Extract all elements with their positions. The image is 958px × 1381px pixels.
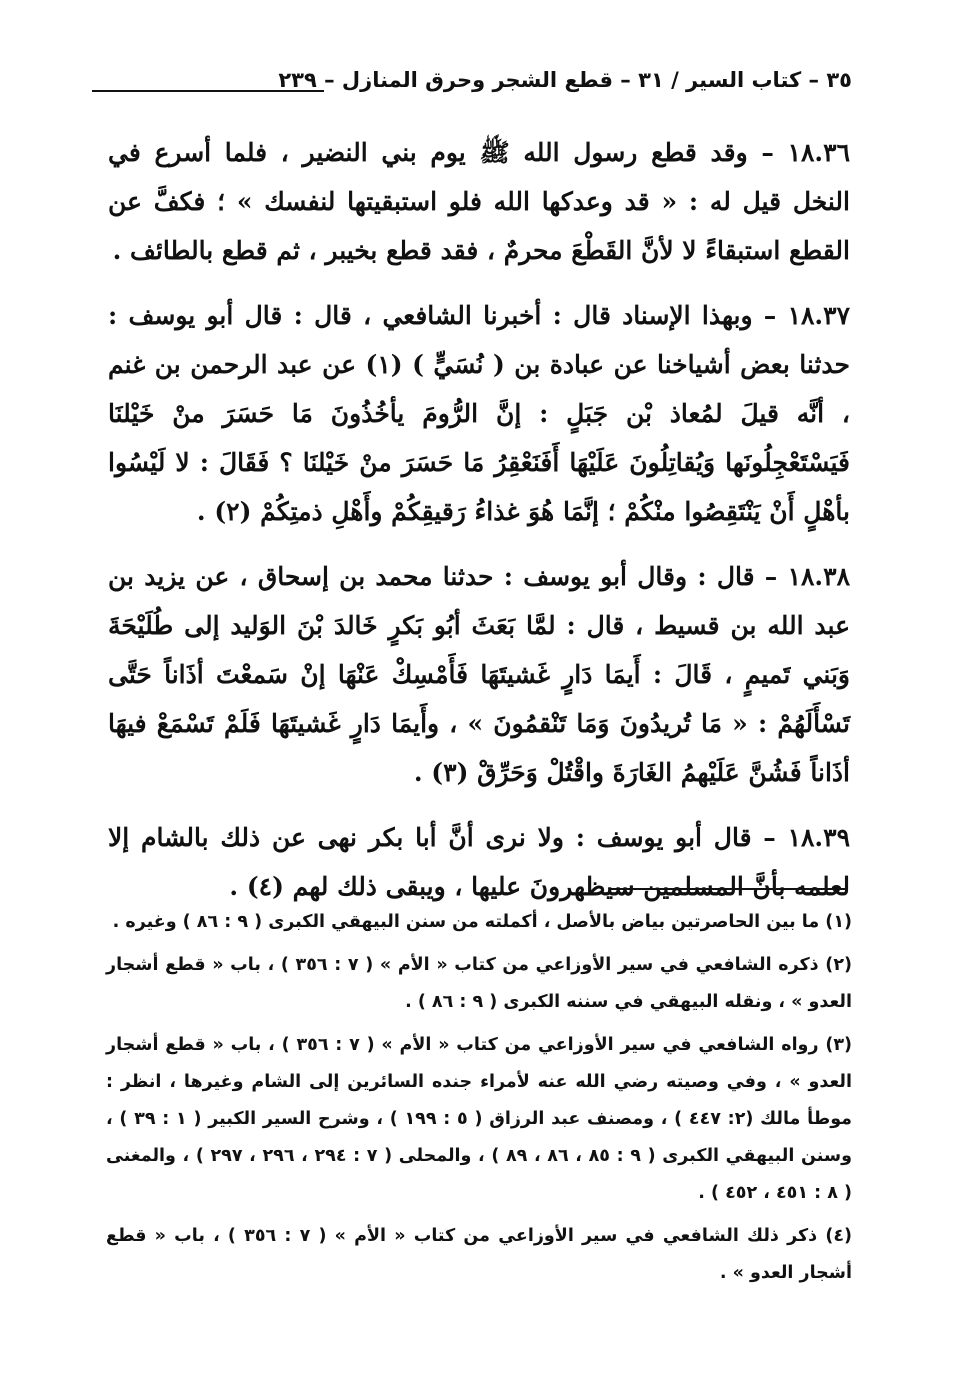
running-header (92, 68, 852, 108)
header-title: ٣٥ – كتاب السير / ٣١ – قطع الشجر وحرق المنازل – ٢٣٩ (278, 68, 852, 92)
paragraph-18-38 (108, 552, 850, 797)
paragraph-18-36 (108, 128, 850, 275)
footnote-1: (١) ما بين الحاصرتين بياض بالأصل ، أكملته من سنن البيهقي الكبرى ( ٩ : ٨٦ ) وغيره . (112, 912, 852, 932)
paragraph-text: – قال : وقال أبو يوسف : حدثنا محمد بن إسحاق ، عن يزيد بن عبد الله بن قسيط ، قال : لمَّا بَعَثَ أبُو بَكرٍ خَالدَ بْنَ الوَليد إلى طُلَيْحَةَ وَبَني تَميمٍ ، قَالَ : أَيمَا دَارٍ غَشيتَهَا فَأَمْسِكْ عَنْهَا إنْ سَمعْتَ أذَاناً حَتَّى تَسْأَلَهُمْ : « مَا تُريدُونَ وَمَا تَنْقمُونَ » ، وأَيمَا دَارٍ غَشيتَهَا فَلَمْ تَسْمَعْ فيهَا أذَاناً فَشُنَّ عَلَيْهمُ الغَارَةَ واقْتُلْ وَحَرِّقْ (٣) . (108, 562, 850, 787)
header-rule (92, 90, 324, 92)
main-text (108, 128, 850, 927)
footnote-4: (٤) ذكر ذلك الشافعي في سير الأوزاعي من كتاب « الأم » ( ٧ : ٣٥٦ ) ، باب « قطع أشجار العدو » . (106, 1226, 852, 1283)
footnote-3: (٣) رواه الشافعي في سير الأوزاعي من كتاب « الأم » ( ٧ : ٣٥٦ ) ، باب « قطع أشجار العدو » ، وفي وصيته رضي الله عنه لأمراء جنده السائرين إلى الشام وغيرها ، انظر : موطأ مالك (٢: ٤٤٧ ) ، ومصنف عبد الرزاق ( ٥ : ١٩٩ ) ، وشرح السير الكبير ( ١ : ٣٩ ) ، وسنن البيهقي الكبرى ( ٩ : ٨٥ ، ٨٦ ، ٨٩ ) ، والمحلى ( ٧ : ٢٩٤ ، ٢٩٦ ، ٢٩٧ ) ، والمغنى ( ٨ : ٤٥١ ، ٤٥٢ ) . (106, 1035, 853, 1203)
footnote-separator (610, 888, 848, 890)
footnote-2: (٢) ذكره الشافعي في سير الأوزاعي من كتاب « الأم » ( ٧ : ٣٥٦ ) ، باب « قطع أشجار العدو » ، ونقله البيهقي في سننه الكبرى ( ٩ : ٨٦ ) . (106, 955, 852, 1012)
paragraph-number: ١٨.٣٨ (787, 562, 850, 591)
paragraph-text: – قال أبو يوسف : ولا نرى أنَّ أبا بكر نهى عن ذلك بالشام إلا لعلمه بأنَّ المسلمين سيظهرونَ عليها ، ويبقى ذلك لهم (٤) . (108, 823, 850, 901)
footnotes (106, 904, 852, 1298)
paragraph-text: – وقد قطع رسول الله ﷺ يوم بني النضير ، فلما أسرع في النخل قيل له : « قد وعدكها الله فلو استبقيتها لنفسك » ؛ فكفَّ عن القطع استبقاءً لا لأنَّ القَطْعَ محرمٌ ، فقد قطع بخيبر ، ثم قطع بالطائف . (108, 138, 850, 265)
paragraph-18-39 (108, 813, 850, 911)
paragraph-number: ١٨.٣٧ (787, 301, 850, 330)
paragraph-18-37 (108, 291, 850, 536)
paragraph-text: – وبهذا الإسناد قال : أخبرنا الشافعي ، قال : قال أبو يوسف : حدثنا بعض أشياخنا عن عبادة بن ( نُسَيٍّ ) (١) عن عبد الرحمن بن غنم ، أنَّه قيلَ لمُعاذ بْن جَبَلٍ : إنَّ الرُّومَ يأخُذُونَ مَا حَسَرَ منْ خَيْلنَا فَيَسْتَعْجِلُونَها وَيُقاتِلُونَ عَلَيْهَا أَفَنَعْقِرُ مَا حَسَرَ منْ خَيْلنَا ؟ فَقَالَ : لا لَيْسُوا بأهْلٍ أَنْ يَنْتَقِصُوا منْكُمْ ؛ إنَّمَا هُوَ غذاءُ رَقيقِكُمْ وأَهْلِ ذمتِكُمْ (٢) . (108, 301, 850, 526)
paragraph-number: ١٨.٣٩ (787, 823, 850, 852)
paragraph-number: ١٨.٣٦ (787, 138, 850, 167)
